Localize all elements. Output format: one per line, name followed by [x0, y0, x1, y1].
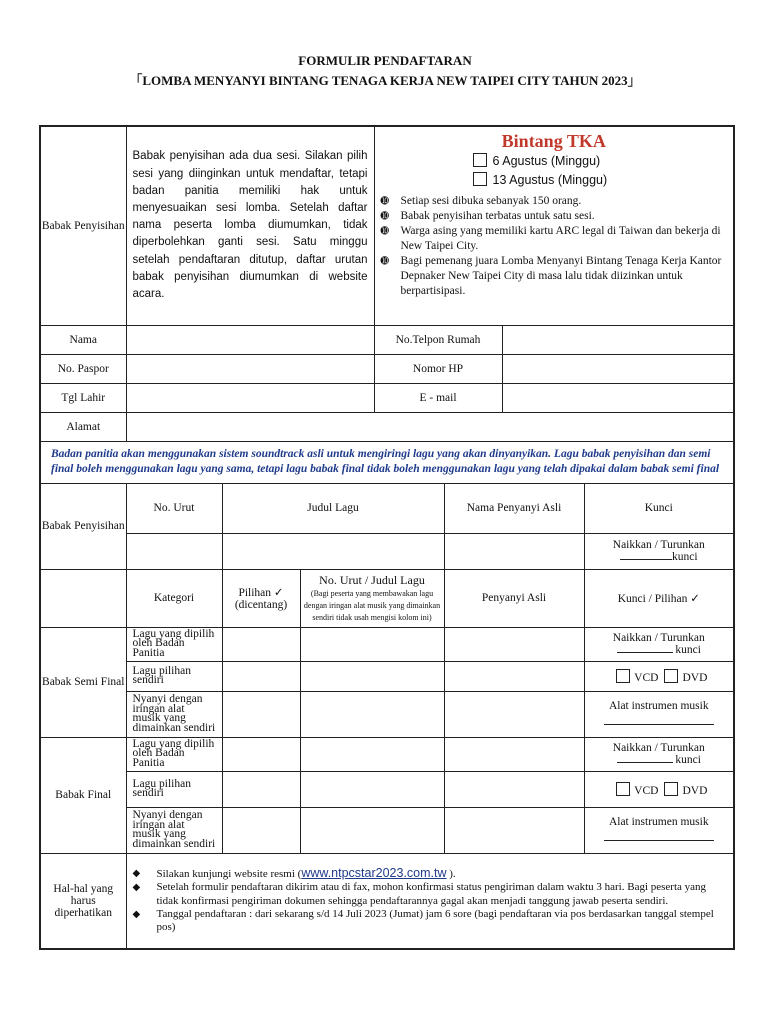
session-option-2[interactable] — [473, 171, 734, 190]
no-urut-header: No. Urut — [126, 483, 222, 533]
semi-pilihan-3[interactable] — [222, 691, 300, 737]
kunci-pilihan-header: Kunci / Pilihan ✓ — [584, 569, 734, 627]
semi-penyanyi-3[interactable] — [444, 691, 584, 737]
penyanyi-asli-header: Nama Penyanyi Asli — [444, 483, 584, 533]
form-title: FORMULIR PENDAFTARAN — [298, 53, 472, 68]
final-pilihan-1[interactable] — [222, 737, 300, 771]
soundtrack-notice: Badan panitia akan menggunakan sistem soundtrack asli untuk mengiringi lagu yang akan dinyanyikan. Lagu babak penyisihan dan semi final boleh menggunakan lagu yang sama, tetapi lagu babak final tidak boleh menggunakan lagu yang telah dipakai dalam babak semi final — [40, 441, 734, 483]
email-label: E - mail — [374, 383, 502, 412]
note-item: ◆ Tanggal pendaftaran : dari sekarang s/d 14 Juli 2023 (Jumat) jam 6 sore (bagi pendaftaran via pos berdasarkan tanggal stempel pos) — [132, 907, 714, 934]
session-option-2-label: 13 Agustus (Minggu) — [492, 173, 608, 187]
song-babak-label: Babak Penyisihan — [40, 483, 126, 569]
note-item: ◆ Silakan kunjungi website resmi (www.ntpcstar2023.com.tw ). — [132, 866, 456, 881]
nama-label: Nama — [40, 325, 126, 354]
semi-penyanyi-1[interactable] — [444, 627, 584, 661]
kategori-header: Kategori — [126, 569, 222, 627]
bullet-icon: ➓ — [380, 256, 389, 267]
telpon-rumah-input[interactable] — [502, 325, 734, 354]
semi-cat-sendiri: Lagu pilihan sendiri — [126, 661, 222, 691]
session-option-1-label: 6 Agustus (Minggu) — [492, 154, 601, 168]
kunci-header: Kunci — [584, 483, 734, 533]
judul-lagu-input[interactable] — [222, 533, 444, 569]
bullet-icon: ➓ — [380, 196, 389, 207]
notes-label: Hal-hal yang harus diperhatikan — [40, 853, 126, 949]
semi-judul-2[interactable] — [300, 661, 444, 691]
nomor-hp-input[interactable] — [502, 354, 734, 383]
rule-item: ➓ Warga asing yang memiliki kartu ARC legal di Taiwan dan bekerja di New Taipei City. — [380, 225, 721, 252]
paspor-label: No. Paspor — [40, 354, 126, 383]
nomor-hp-label: Nomor HP — [374, 354, 502, 383]
bintang-tka-logo: Bintang TKA — [501, 131, 606, 151]
penyisihan-description: Babak penyisihan ada dua sesi. Silakan pilih sesi yang diinginkan untuk mendaftar, tetapi badan panitia memiliki hak untuk menyesuaikan sesi lomba. Setelah daftar nama peserta lomba diumumkan, tidak diperbolehkan ganti sesi. Satu minggu setelah pendaftaran ditutup, daftar urutan babak penyisihan diumumkan di website acara. — [126, 126, 374, 325]
dvd-checkbox-icon[interactable] — [664, 782, 678, 796]
final-penyanyi-1[interactable] — [444, 737, 584, 771]
final-judul-1[interactable] — [300, 737, 444, 771]
checkbox-icon[interactable] — [473, 153, 487, 167]
no-urut-input[interactable] — [126, 533, 222, 569]
final-cat-alat-musik: Nyanyi dengan iringan alat musik yang dimainkan sendiri — [126, 807, 222, 853]
dvd-checkbox-icon[interactable] — [664, 669, 678, 683]
penyanyi-asli-input[interactable] — [444, 533, 584, 569]
alamat-input[interactable] — [126, 412, 734, 441]
diamond-bullet-icon: ◆ — [132, 882, 141, 894]
final-penyanyi-3[interactable] — [444, 807, 584, 853]
semi-pilihan-1[interactable] — [222, 627, 300, 661]
paspor-input[interactable] — [126, 354, 374, 383]
vcd-checkbox-icon[interactable] — [616, 782, 630, 796]
tgl-lahir-label: Tgl Lahir — [40, 383, 126, 412]
judul-lagu-header: Judul Lagu — [222, 483, 444, 533]
note-item: ◆ Setelah formulir pendaftaran dikirim atau di fax, mohon konfirmasi status pengiriman dalam waktu 3 hari. Bagi peserta yang tidak konfirmasi pengiriman dokumen sehingga pendaftarannya gagal akan menjadi tanggung jawab peserta sendiri. — [132, 881, 707, 907]
session-rules — [375, 194, 734, 299]
semi-cat-panitia: Lagu yang dipilih oleh Badan Panitia — [126, 627, 222, 661]
website-link[interactable]: www.ntpcstar2023.com.tw — [301, 866, 447, 881]
semi-pilihan-2[interactable] — [222, 661, 300, 691]
nama-input[interactable] — [126, 325, 374, 354]
final-label: Babak Final — [40, 737, 126, 853]
kunci-input[interactable]: Naikkan / Turunkan kunci — [584, 533, 734, 569]
final-penyanyi-2[interactable] — [444, 771, 584, 807]
semi-judul-3[interactable] — [300, 691, 444, 737]
final-pilihan-3[interactable] — [222, 807, 300, 853]
final-alat-instrumen[interactable]: Alat instrumen musik — [584, 807, 734, 853]
semi-kunci-1[interactable]: Naikkan / Turunkan kunci — [584, 627, 734, 661]
rule-item: ➓ Babak penyisihan terbatas untuk satu sesi. — [380, 210, 595, 222]
blank-header-cell — [40, 569, 126, 627]
tgl-lahir-input[interactable] — [126, 383, 374, 412]
session-option-1[interactable] — [473, 152, 734, 171]
final-pilihan-2[interactable] — [222, 771, 300, 807]
semi-alat-instrumen[interactable]: Alat instrumen musik — [584, 691, 734, 737]
checkbox-icon[interactable] — [473, 172, 487, 186]
final-cat-panitia: Lagu yang dipilih oleh Badan Panitia — [126, 737, 222, 771]
session-panel — [374, 126, 734, 325]
notes-content — [126, 853, 734, 949]
final-media-choice: VCD DVD — [584, 771, 734, 807]
final-judul-3[interactable] — [300, 807, 444, 853]
penyanyi-header: Penyanyi Asli — [444, 569, 584, 627]
bullet-icon: ➓ — [380, 226, 389, 237]
penyisihan-label: Babak Penyisihan — [40, 126, 126, 325]
telpon-rumah-label: No.Telpon Rumah — [374, 325, 502, 354]
diamond-bullet-icon: ◆ — [132, 908, 141, 920]
semi-judul-1[interactable] — [300, 627, 444, 661]
vcd-checkbox-icon[interactable] — [616, 669, 630, 683]
semi-final-label: Babak Semi Final — [40, 627, 126, 737]
rule-item: ➓ Bagi pemenang juara Lomba Menyanyi Bintang Tenaga Kerja Kantor Depnaker New Taipei City di masa lalu tidak diizinkan untuk berpartisipasi. — [380, 255, 722, 297]
final-kunci-1[interactable]: Naikkan / Turunkan kunci — [584, 737, 734, 771]
bullet-icon: ➓ — [380, 211, 389, 222]
alamat-label: Alamat — [40, 412, 126, 441]
semi-penyanyi-2[interactable] — [444, 661, 584, 691]
final-cat-sendiri: Lagu pilihan sendiri — [126, 771, 222, 807]
no-judul-header: No. Urut / Judul Lagu (Bagi peserta yang membawakan lagu dengan iringan alat musik yang dimainkan sendiri tidak usah mengisi kolom ini) — [300, 569, 444, 627]
registration-form — [39, 125, 735, 950]
email-input[interactable] — [502, 383, 734, 412]
final-judul-2[interactable] — [300, 771, 444, 807]
semi-media-choice: VCD DVD — [584, 661, 734, 691]
pilihan-header: Pilihan ✓ (dicentang) — [222, 569, 300, 627]
rule-item: ➓ Setiap sesi dibuka sebanyak 150 orang. — [380, 195, 582, 207]
form-subtitle: 「LOMBA MENYANYI BINTANG TENAGA KERJA NEW TAIPEI CITY TAHUN 2023」 — [129, 73, 641, 88]
diamond-bullet-icon: ◆ — [132, 868, 141, 880]
semi-cat-alat-musik: Nyanyi dengan iringan alat musik yang dimainkan sendiri — [126, 691, 222, 737]
